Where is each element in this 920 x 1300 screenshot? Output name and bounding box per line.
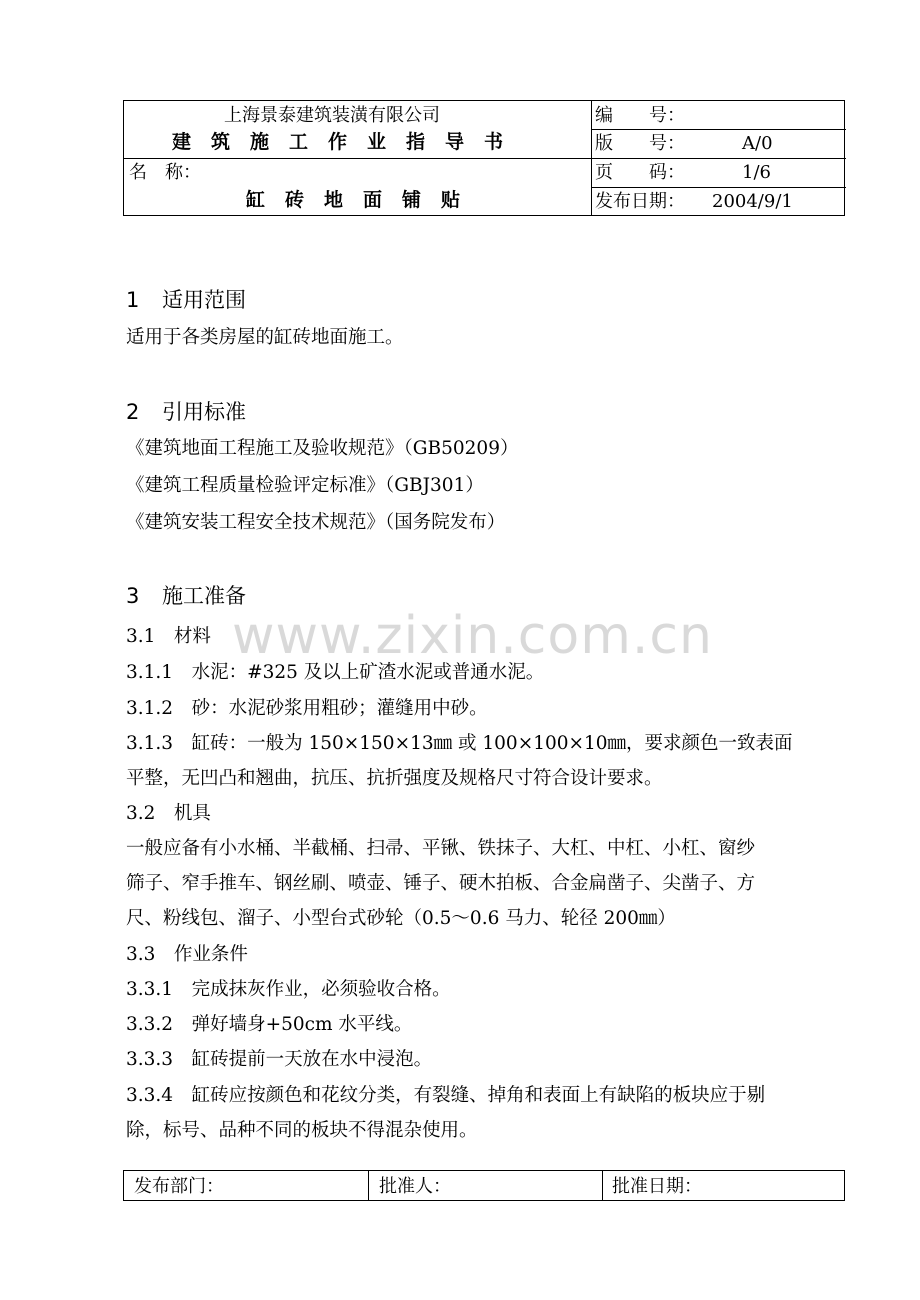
version-value: A/0 [742, 133, 773, 154]
paragraph: 适用于各类房屋的缸砖地面施工。 [126, 327, 404, 348]
reference-item: 《建筑地面工程施工及验收规范》（GB50209） [126, 438, 519, 459]
header-divider [591, 187, 846, 188]
approve-date-label: 批准日期： [612, 1176, 702, 1197]
publish-date-label: 发布日期： [595, 191, 685, 212]
section-title: 施工准备 [162, 584, 246, 608]
reference-item: 《建筑安装工程安全技术规范》（国务院发布） [126, 512, 506, 533]
footer-divider [602, 1171, 603, 1200]
section-number: 3 [126, 584, 140, 608]
text-line: 3.3 作业条件 [126, 944, 248, 965]
text-line: 3.1.2 砂：水泥砂浆用粗砂；灌缝用中砂。 [126, 698, 488, 719]
text-line: 筛子、窄手推车、钢丝刷、喷壶、锤子、硬木拍板、合金扁凿子、尖凿子、方 [126, 873, 756, 894]
footer-divider [368, 1171, 369, 1200]
header-divider [591, 129, 846, 130]
document-subject: 缸砖地面铺贴 [246, 189, 481, 211]
section-number: 2 [126, 400, 140, 424]
publish-date-value: 2004/9/1 [712, 191, 793, 212]
text-line: 3.1.1 水泥：#325 及以上矿渣水泥或普通水泥。 [126, 662, 545, 683]
text-line: 3.3.3 缸砖提前一天放在水中浸泡。 [126, 1049, 433, 1070]
text-line: 一般应备有小水桶、半截桶、扫帚、平锹、铁抹子、大杠、中杠、小杠、窗纱 [126, 838, 756, 859]
document-title: 建筑施工作业指导书 [172, 131, 524, 153]
header-divider [124, 158, 591, 159]
section-title: 引用标准 [162, 400, 246, 424]
text-line: 3.3.4 缸砖应按颜色和花纹分类，有裂缝、掉角和表面上有缺陷的板块应于剔 [126, 1085, 766, 1106]
text-line: 3.2 机具 [126, 803, 211, 824]
code-label: 编 号： [595, 105, 685, 126]
header-divider [591, 158, 846, 159]
footer-table [123, 1170, 845, 1201]
page-label: 页 码： [595, 162, 685, 183]
text-line: 3.1 材料 [126, 626, 211, 647]
text-line: 平整，无凹凸和翘曲，抗压、抗折强度及规格尺寸符合设计要求。 [126, 768, 663, 789]
text-line: 除，标号、品种不同的板块不得混杂使用。 [126, 1120, 478, 1141]
section-title: 适用范围 [162, 288, 246, 312]
section-heading [126, 396, 246, 426]
reference-item: 《建筑工程质量检验评定标准》（GBJ301） [126, 475, 484, 496]
watermark: www.zixin.com.cn [232, 606, 713, 666]
company-name: 上海景泰建筑装潢有限公司 [224, 105, 440, 126]
section-number: 1 [126, 288, 140, 312]
section-heading [126, 284, 246, 314]
page-value: 1/6 [742, 162, 771, 183]
name-label: 名 称： [129, 162, 201, 183]
publish-dept-label: 发布部门： [134, 1176, 224, 1197]
version-label: 版 号： [595, 133, 685, 154]
approver-label: 批准人： [379, 1176, 451, 1197]
text-line: 3.3.1 完成抹灰作业，必须验收合格。 [126, 979, 451, 1000]
section-heading [126, 580, 246, 610]
text-line: 3.3.2 弹好墙身+50cm 水平线。 [126, 1014, 413, 1035]
text-line: 尺、粉线包、溜子、小型台式砂轮（0.5～0.6 马力、轮径 200㎜） [126, 908, 676, 929]
header-table [123, 100, 845, 216]
text-line: 3.1.3 缸砖：一般为 150×150×13㎜ 或 100×100×10㎜，要求颜色一致表面 [126, 733, 793, 754]
